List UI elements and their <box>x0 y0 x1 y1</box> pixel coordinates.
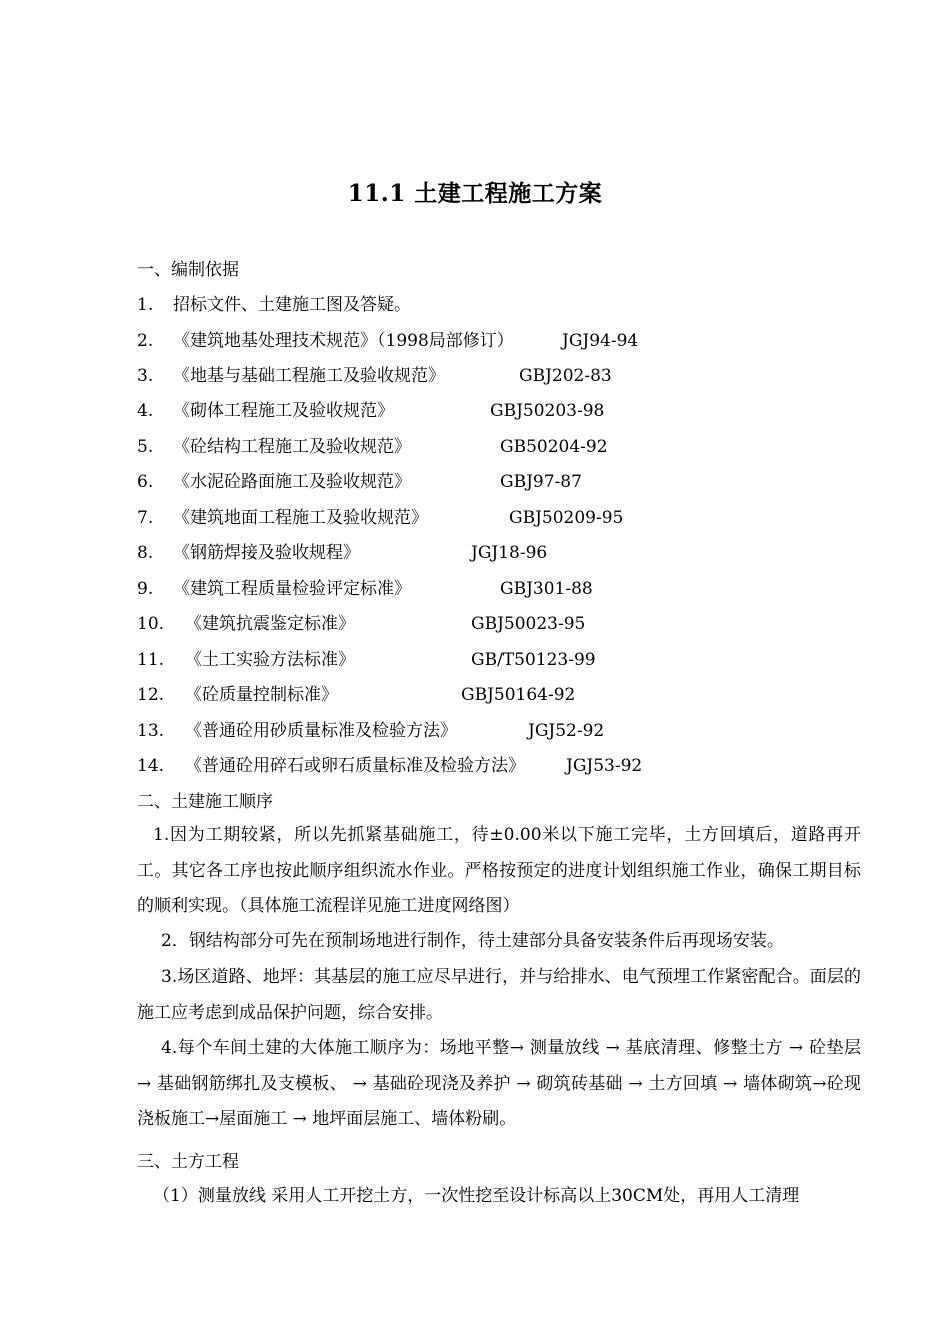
reference-item <box>137 683 576 707</box>
reference-number: 3. <box>137 366 154 386</box>
sequence-paragraph: 2．钢结构部分可先在预制场地进行制作，待土建部分具备安装条件后再现场安装。 <box>161 931 784 951</box>
reference-number: 7. <box>137 508 154 528</box>
reference-item <box>137 470 582 494</box>
reference-title: 招标文件、土建施工图及答疑。 <box>173 295 411 315</box>
reference-item <box>137 506 624 530</box>
reference-title: 《建筑抗震鉴定标准》 <box>185 614 355 634</box>
reference-item <box>137 329 639 353</box>
reference-code: GBJ50023-95 <box>471 614 586 634</box>
reference-item <box>137 399 605 423</box>
reference-title: 《普通砼用砂质量标准及检验方法》 <box>185 721 457 741</box>
reference-item <box>137 541 548 565</box>
reference-code: JGJ53-92 <box>566 756 643 776</box>
reference-number: 14. <box>137 756 165 776</box>
sequence-paragraph: 3.场区道路、地坪：其基层的施工应尽早进行，并与给排水、电气预埋工作紧密配合。面层的施工应考虑到成品保护问题，综合安排。 <box>137 967 861 1023</box>
reference-title: 《砼结构工程施工及验收规范》 <box>173 437 411 457</box>
reference-number: 12. <box>137 685 165 705</box>
reference-number: 6. <box>137 472 154 492</box>
reference-title: 《建筑工程质量检验评定标准》 <box>173 579 411 599</box>
reference-title: 《建筑地基处理技术规范》（1998局部修订） <box>173 331 514 351</box>
reference-title: 《砼质量控制标准》 <box>185 685 338 705</box>
reference-code: GBJ202-83 <box>519 366 612 386</box>
reference-item <box>137 648 596 672</box>
reference-code: GBJ50203-98 <box>490 401 605 421</box>
reference-number: 11. <box>137 650 165 670</box>
section-heading-basis: 一、编制依据 <box>137 260 239 280</box>
reference-title: 《土工实验方法标准》 <box>185 650 355 670</box>
reference-code: JGJ18-96 <box>471 543 548 563</box>
reference-item <box>137 364 612 388</box>
sequence-paragraph: 4.每个车间土建的大体施工顺序为：场地平整→ 测量放线 → 基底清理、修整土方 → 砼垫层 → 基础钢筋绑扎及支模板、 → 基础砼现浇及养护 → 砌筑砖基础 → 土方回填 → 墙体砌筑→砼现浇板施工→屋面施工 → 地坪面层施工、墙体粉刷。 <box>137 1038 861 1130</box>
reference-item <box>137 754 643 778</box>
reference-number: 9. <box>137 579 154 599</box>
reference-number: 8. <box>137 543 154 563</box>
reference-title: 《建筑地面工程施工及验收规范》 <box>173 508 428 528</box>
reference-number: 5. <box>137 437 154 457</box>
reference-code: GBJ301-88 <box>500 579 593 599</box>
earthwork-paragraph: （1）测量放线 采用人工开挖土方，一次性挖至设计标高以上30CM处，再用人工清理 <box>153 1186 800 1206</box>
reference-title: 《水泥砼路面施工及验收规范》 <box>173 472 411 492</box>
reference-title: 《普通砼用碎石或卵石质量标准及检验方法》 <box>185 756 525 776</box>
reference-code: JGJ94-94 <box>562 331 639 351</box>
reference-title: 《地基与基础工程施工及验收规范》 <box>173 366 445 386</box>
reference-title: 《砌体工程施工及验收规范》 <box>173 401 394 421</box>
section-heading-earthwork: 三、土方工程 <box>137 1152 239 1172</box>
reference-number: 10. <box>137 614 165 634</box>
reference-code: JGJ52-92 <box>528 721 605 741</box>
reference-code: GB/T50123-99 <box>471 650 596 670</box>
page-title: 11.1 土建工程施工方案 <box>347 180 603 207</box>
reference-item <box>137 612 586 636</box>
reference-title: 《钢筋焊接及验收规程》 <box>173 543 360 563</box>
reference-item <box>137 435 608 459</box>
reference-code: GBJ97-87 <box>500 472 582 492</box>
reference-number: 1. <box>137 295 154 315</box>
reference-item <box>137 293 411 317</box>
reference-number: 4. <box>137 401 154 421</box>
reference-item <box>137 719 605 743</box>
section-heading-sequence: 二、土建施工顺序 <box>137 792 273 812</box>
reference-code: GB50204-92 <box>500 437 608 457</box>
reference-number: 2. <box>137 331 154 351</box>
sequence-paragraph: 1.因为工期较紧，所以先抓紧基础施工，待±0.00米以下施工完毕，土方回填后，道路再开工。其它各工序也按此顺序组织流水作业。严格按预定的进度计划组织施工作业，确保工期目标的顺利实现。（具体施工流程详见施工进度网络图） <box>137 825 861 917</box>
reference-number: 13. <box>137 721 165 741</box>
reference-code: GBJ50209-95 <box>509 508 624 528</box>
reference-code: GBJ50164-92 <box>461 685 576 705</box>
reference-item <box>137 577 593 601</box>
